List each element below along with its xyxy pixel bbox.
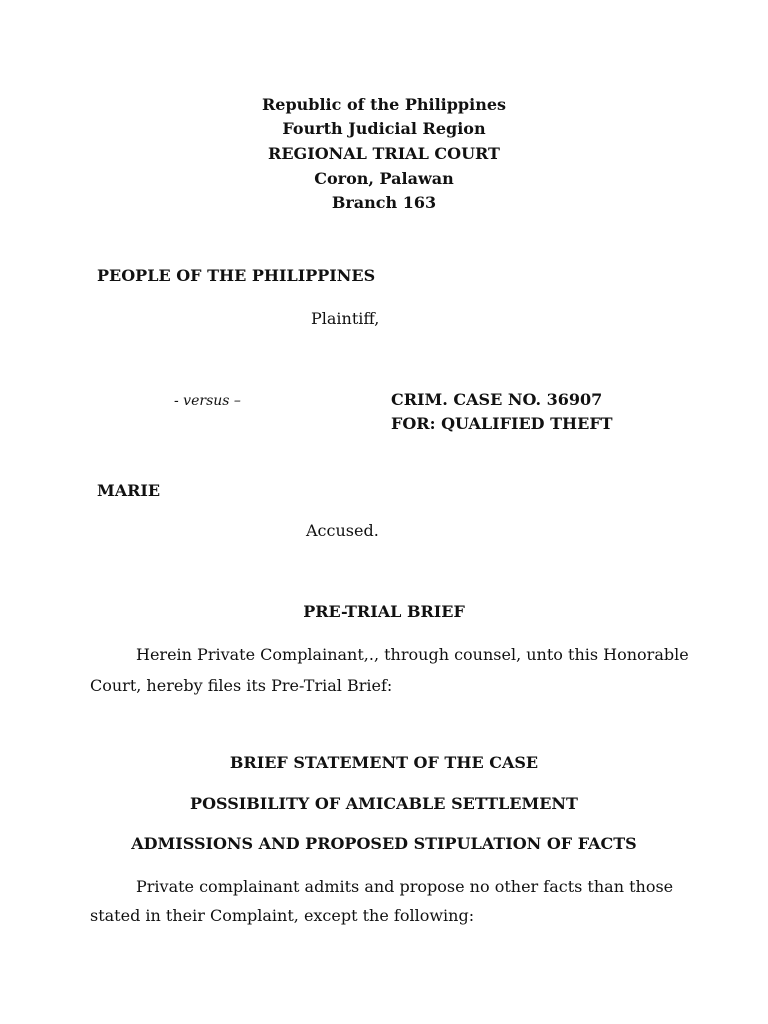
versus-label: - versus –	[174, 393, 241, 409]
plaintiff-role: Plaintiff,	[311, 309, 380, 328]
case-offense: FOR: QUALIFIED THEFT	[391, 414, 613, 433]
section-heading-statement: BRIEF STATEMENT OF THE CASE	[229, 753, 539, 772]
document-title: PRE-TRIAL BRIEF	[303, 602, 465, 621]
accused-role: Accused.	[306, 521, 379, 540]
header-location: Coron, Palawan	[314, 169, 454, 188]
header-branch: Branch 163	[331, 193, 437, 212]
header-court: REGIONAL TRIAL COURT	[268, 144, 500, 163]
section-heading-settlement: POSSIBILITY OF AMICABLE SETTLEMENT	[190, 794, 578, 813]
section-heading-admissions: ADMISSIONS AND PROPOSED STIPULATION OF FACTS	[131, 834, 637, 853]
admissions-line-2: stated in their Complaint, except the following:	[90, 906, 475, 925]
header-republic: Republic of the Philippines	[261, 95, 507, 114]
accused-name: MARIE	[97, 481, 161, 500]
intro-line-2: Court, hereby files its Pre-Trial Brief:	[90, 676, 393, 695]
header-judicial-region: Fourth Judicial Region	[282, 119, 486, 138]
intro-line-1: Herein Private Complainant,., through counsel, unto this Honorable	[136, 645, 689, 664]
case-number: CRIM. CASE NO. 36907	[391, 390, 603, 409]
plaintiff-name: PEOPLE OF THE PHILIPPINES	[97, 266, 376, 285]
admissions-line-1: Private complainant admits and propose no other facts than those	[136, 877, 674, 896]
